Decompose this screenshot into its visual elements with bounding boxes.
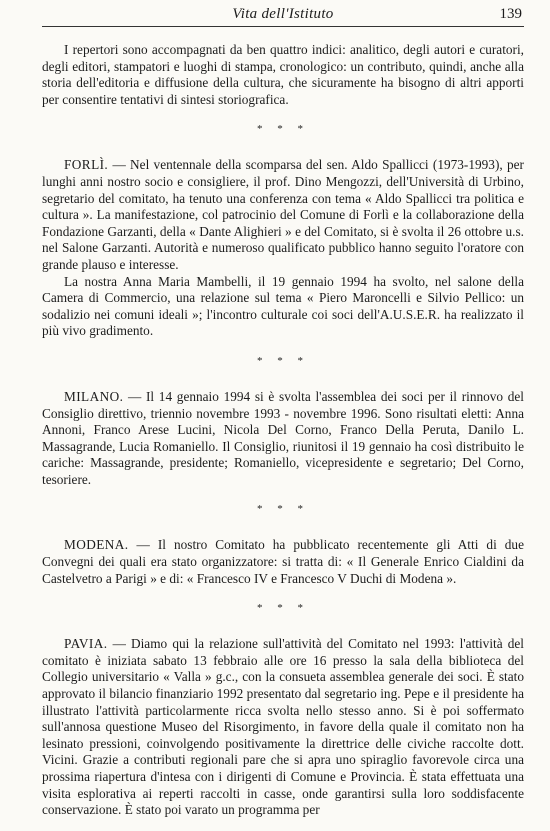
paragraph-forli-2: La nostra Anna Maria Mambelli, il 19 gennaio 1994 ha svolto, nel salone della Camera di Commercio, una relazione sul tema « Piero Maroncelli e Silvio Pellico: un sodalizio nei comuni ideali »; l'incontro culturale coi soci dell'A.U.S.E.R. ha realizzato il più vivo gradimento. — [42, 273, 524, 339]
page-number: 139 — [499, 6, 522, 22]
section-separator: * * * — [257, 602, 309, 615]
paragraph-forli-text: — Nel ventennale della scomparsa del sen. Aldo Spallicci (1973-1993), per lunghi anni nostro socio e consigliere, il prof. Dino Mengozzi, dell'Università di Urbino, segretario del comitato, ha tenuto una conferenza con tema « Aldo Spallicci tra politica e cultura ». La manifestazione, col patrocinio del Comune di Forlì e la collaborazione della Fondazione Garzanti, della « Dante Alighieri » e del Comitato, si è svolta il 26 ottobre u.s. nel Salone Garzanti. Autorità e numeroso qualificato pubblico hanno seguito l'oratore con grande plauso e interesse. — [42, 157, 524, 272]
place-heading-forli: FORLÌ. — [64, 157, 109, 173]
place-heading-milano: MILANO. — [64, 388, 124, 404]
paragraph-repertori: I repertori sono accompagnati da ben quattro indici: analitico, degli autori e curatori, degli editori, stampatori e luoghi di stampa, cronologico: un contributo, quindi, anche alla storia dell'editoria e diffusione della cultura, che sicuramente ha bisogno di altri apporti per consentire tentativi di sintesi storiografica. — [42, 42, 524, 107]
place-heading-modena: MODENA. — [64, 537, 129, 553]
place-heading-pavia: PAVIA. — [64, 636, 108, 652]
paragraph-pavia-text: — Diamo qui la relazione sull'attività del Comitato nel 1993: l'attività del comitato è iniziata sabato 13 febbraio alle ore 16 presso la sala della biblioteca del Collegio universitario « Valla » g.c., con la consueta assemblea generale dei soci. È stato approvato il bilancio finanziario 1992 presentato dal segretario ing. Pepe e il presidente ha illustrato l'attività particolarmente ricca svolta nello stesso anno. Si è poi soffermato sull'annosa questione Museo del Risorgimento, in favore della quale il comitato non ha lesinato pressioni, coinvolgendo positivamente la direttrice delle civiche raccolte dott. Vicini. Grazie a contributi regionali pare che si apra uno spiraglio favorevole circa una prossima riapertura d'intesa con i dirigenti di Comune e Provincia. È stata effettuata una visita esplorativa ai reperti raccolti in casse, onde garantirsi sulla loro soddisfacente conservazione. È stato poi varato un programma per — [42, 636, 524, 818]
paragraph-modena-text: — Il nostro Comitato ha pubblicato recentemente gli Atti di due Convegni dei quali era stato organizzatore: si tratta di: « Il Generale Enrico Cialdini da Castelvetro a Parigi » e di: « Francesco IV e Francesco V Duchi di Modena ». — [42, 537, 524, 586]
paragraph-modena — [42, 537, 524, 587]
section-separator: * * * — [257, 354, 309, 367]
paragraph-forli — [42, 157, 524, 273]
running-header — [42, 4, 524, 27]
running-title: Vita dell'Istituto — [232, 6, 334, 22]
paragraph-milano — [42, 389, 524, 489]
paragraph-milano-text: — Il 14 gennaio 1994 si è svolta l'assemblea dei soci per il rinnovo del Consiglio direttivo, triennio novembre 1993 - novembre 1996. Sono risultati eletti: Anna Annoni, Franco Arese Lucini, Nicola Del Corno, Franco Della Peruta, Danilo L. Massagrande, Lucia Romaniello. Il Consiglio, riunitosi il 19 gennaio ha così distribuito le cariche: Massagrande, presidente; Romaniello, vicepresidente e segretario; Del Corno, tesoriere. — [42, 388, 524, 487]
section-separator: * * * — [257, 123, 309, 136]
section-separator: * * * — [257, 503, 309, 516]
paragraph-pavia — [42, 636, 524, 819]
page-body — [42, 42, 524, 819]
